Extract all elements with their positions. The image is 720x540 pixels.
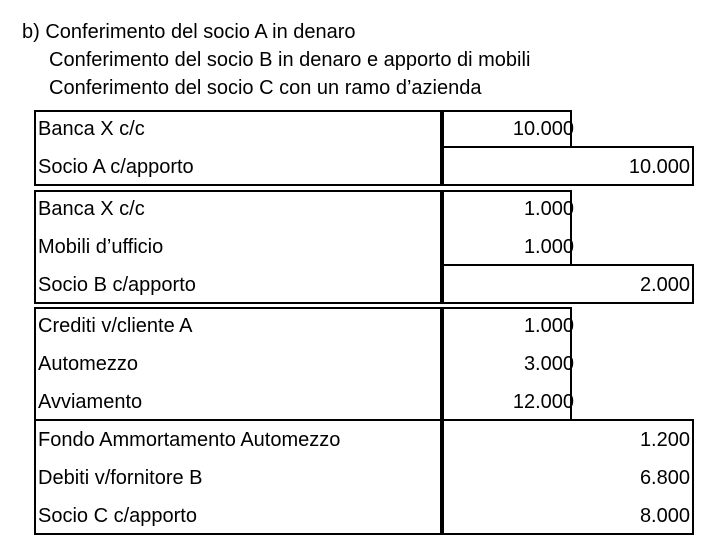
credit-amount: 8.000 bbox=[639, 505, 690, 527]
credit-amount: 10.000 bbox=[628, 156, 690, 178]
journal-row bbox=[34, 383, 694, 421]
journal-row bbox=[34, 190, 694, 228]
heading-line-3: Conferimento del socio C con un ramo d’azienda bbox=[49, 77, 482, 99]
heading-line-1: b) Conferimento del socio A in denaro bbox=[22, 21, 356, 43]
account-name: Fondo Ammortamento Automezzo bbox=[38, 429, 341, 451]
journal-entry-socio-b bbox=[34, 190, 694, 304]
account-name: Debiti v/fornitore B bbox=[38, 467, 203, 489]
journal-row bbox=[34, 459, 694, 497]
journal-row bbox=[34, 497, 694, 535]
journal-row bbox=[34, 148, 694, 186]
credit-amount: 2.000 bbox=[639, 274, 690, 296]
debit-amount: 12.000 bbox=[512, 391, 574, 413]
account-name: Socio B c/apporto bbox=[38, 274, 196, 296]
account-name: Banca X c/c bbox=[38, 118, 145, 140]
journal-row bbox=[34, 345, 694, 383]
account-name: Mobili d’ufficio bbox=[38, 236, 164, 258]
journal-row bbox=[34, 110, 694, 148]
credit-amount: 6.800 bbox=[639, 467, 690, 489]
journal-row bbox=[34, 307, 694, 345]
debit-amount: 1.000 bbox=[523, 198, 574, 220]
exercise-heading bbox=[22, 18, 530, 102]
journal-entry-socio-c bbox=[34, 307, 694, 535]
account-name: Avviamento bbox=[38, 391, 143, 413]
account-name: Crediti v/cliente A bbox=[38, 315, 193, 337]
journal-row bbox=[34, 266, 694, 304]
debit-amount: 1.000 bbox=[523, 315, 574, 337]
account-name: Automezzo bbox=[38, 353, 139, 375]
debit-amount: 3.000 bbox=[523, 353, 574, 375]
journal-row bbox=[34, 228, 694, 266]
journal-row bbox=[34, 421, 694, 459]
journal-entry-socio-a bbox=[34, 110, 694, 186]
heading-line-2: Conferimento del socio B in denaro e apporto di mobili bbox=[49, 49, 531, 71]
debit-amount: 1.000 bbox=[523, 236, 574, 258]
account-name: Socio A c/apporto bbox=[38, 156, 194, 178]
debit-amount: 10.000 bbox=[512, 118, 574, 140]
credit-amount: 1.200 bbox=[639, 429, 690, 451]
account-name: Banca X c/c bbox=[38, 198, 145, 220]
account-name: Socio C c/apporto bbox=[38, 505, 197, 527]
